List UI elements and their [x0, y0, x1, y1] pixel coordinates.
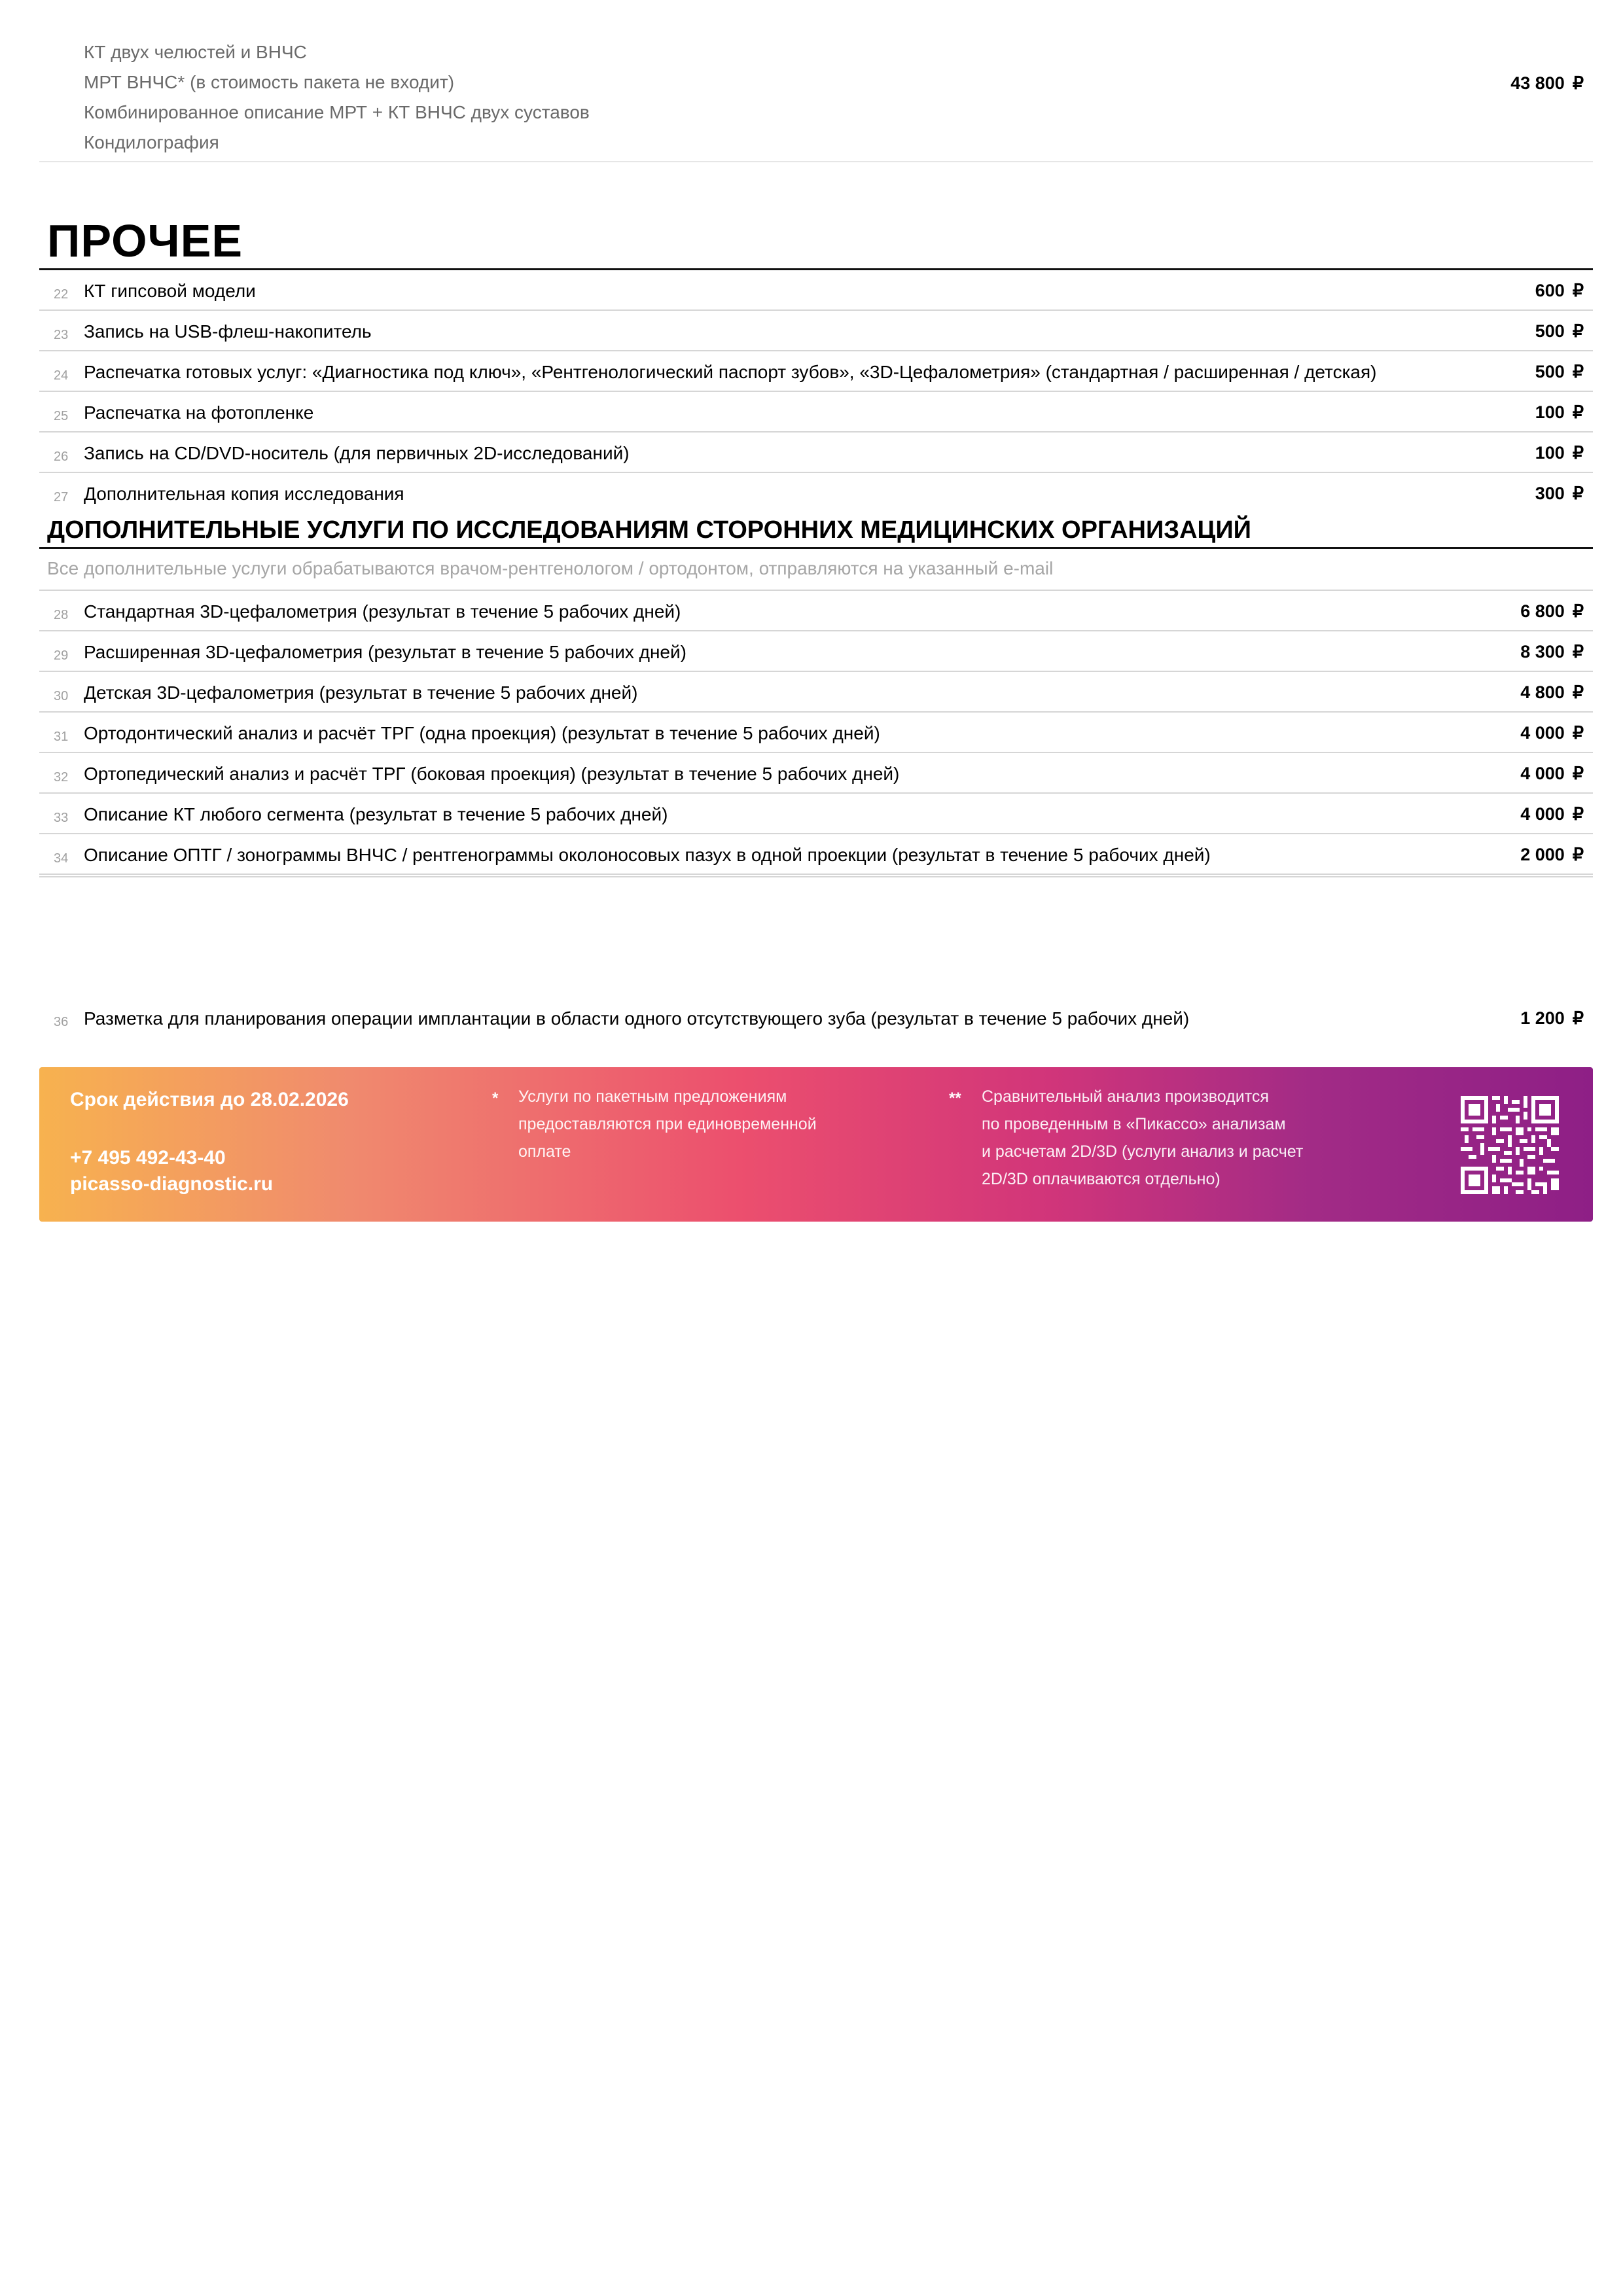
qr-code-icon[interactable] — [1461, 1096, 1559, 1194]
section-note: Все дополнительные услуги обрабатываются врачом-рентгенологом / ортодонтом, отправляются на указанный e-mail — [47, 558, 1054, 578]
service-price: 300 ₽ — [1535, 484, 1584, 503]
ruble-sign: ₽ — [1572, 73, 1584, 93]
service-name: Распечатка на фотопленке — [84, 402, 314, 423]
service-name: Расширенная 3D-цефалометрия (результат в течение 5 рабочих дней) — [84, 642, 687, 662]
ruble-sign: ₽ — [1572, 281, 1584, 300]
ruble-sign: ₽ — [1572, 804, 1584, 824]
footnote-mark: * — [492, 1089, 499, 1107]
ruble-sign: ₽ — [1572, 601, 1584, 621]
section-title-external: ДОПОЛНИТЕЛЬНЫЕ УСЛУГИ ПО ИССЛЕДОВАНИЯМ СТОРОННИХ МЕДИЦИНСКИХ ОРГАНИЗАЦИЙ — [47, 516, 1251, 544]
service-price: 500 ₽ — [1535, 321, 1584, 341]
service-name: Запись на USB-флеш-накопитель — [84, 321, 372, 342]
service-name: Детская 3D-цефалометрия (результат в течение 5 рабочих дней) — [84, 682, 638, 703]
service-price: 8 300 ₽ — [1520, 642, 1584, 662]
section-note-row — [39, 549, 1593, 591]
row-number: 26 — [54, 450, 69, 464]
service-price: 6 800 ₽ — [1520, 601, 1584, 621]
ruble-sign: ₽ — [1572, 723, 1584, 743]
service-price: 100 ₽ — [1535, 402, 1584, 422]
package-price: 43 800 ₽ — [1510, 73, 1584, 93]
table-row — [39, 351, 1593, 392]
service-name: Распечатка готовых услуг: «Диагностика под ключ», «Рентгенологический паспорт зубов», «3D-Цефалометрия» (стандартная / расширенная / детская) — [84, 362, 1377, 382]
service-price: 4 800 ₽ — [1520, 682, 1584, 702]
table-row — [39, 311, 1593, 351]
service-name: Разметка для планирования операции имплантации в области одного отсутствующего зуба (результат в течение 5 рабочих дней) — [84, 1008, 1190, 1029]
table-row — [39, 433, 1593, 473]
ruble-sign: ₽ — [1572, 682, 1584, 702]
table-row — [39, 672, 1593, 713]
row-number: 28 — [54, 608, 69, 622]
row-number: 22 — [54, 287, 69, 302]
package-item: КТ двух челюстей и ВНЧС — [84, 42, 307, 62]
ruble-sign: ₽ — [1572, 443, 1584, 463]
table-row — [39, 794, 1593, 834]
package-item: МРТ ВНЧС* (в стоимость пакета не входит) — [84, 72, 455, 92]
ruble-sign: ₽ — [1572, 845, 1584, 864]
service-name: Ортодонтический анализ и расчёт ТРГ (одна проекция) (результат в течение 5 рабочих дней) — [84, 723, 880, 743]
row-number: 25 — [54, 409, 69, 423]
service-price: 4 000 ₽ — [1520, 723, 1584, 743]
service-price: 4 000 ₽ — [1520, 764, 1584, 783]
service-price: 1 200 ₽ — [1520, 1008, 1584, 1028]
row-number: 31 — [54, 730, 69, 744]
table-row — [39, 591, 1593, 631]
row-number: 27 — [54, 490, 69, 504]
row-number: 36 — [54, 1015, 69, 1029]
phone-number[interactable]: +7 495 492-43-40 — [70, 1147, 226, 1169]
ruble-sign: ₽ — [1572, 764, 1584, 783]
service-price: 2 000 ₽ — [1520, 845, 1584, 864]
ruble-sign: ₽ — [1572, 642, 1584, 662]
table-row — [39, 753, 1593, 794]
row-number: 30 — [54, 689, 69, 703]
table-row — [39, 713, 1593, 753]
service-name: Описание КТ любого сегмента (результат в течение 5 рабочих дней) — [84, 804, 668, 824]
service-name: КТ гипсовой модели — [84, 281, 256, 301]
table-row — [39, 270, 1593, 311]
row-number: 23 — [54, 328, 69, 342]
service-price: 600 ₽ — [1535, 281, 1584, 300]
table-row — [39, 473, 1593, 512]
service-name: Описание ОПТГ / зонограммы ВНЧС / рентгенограммы околоносовых пазух в одной проекции (результат в течение 5 рабочих дней) — [84, 845, 1211, 865]
table-row — [39, 998, 1593, 1037]
website-link[interactable]: picasso-diagnostic.ru — [70, 1173, 274, 1195]
service-name: Стандартная 3D-цефалометрия (результат в течение 5 рабочих дней) — [84, 601, 681, 622]
table-row — [39, 392, 1593, 433]
service-name: Ортопедический анализ и расчёт ТРГ (боковая проекция) (результат в течение 5 рабочих дней) — [84, 764, 900, 784]
service-price: 4 000 ₽ — [1520, 804, 1584, 824]
row-number: 24 — [54, 368, 69, 383]
service-name: Запись на CD/DVD-носитель (для первичных 2D-исследований) — [84, 443, 630, 463]
footnote-mark: ** — [949, 1089, 961, 1107]
service-price: 100 ₽ — [1535, 443, 1584, 463]
ruble-sign: ₽ — [1572, 362, 1584, 381]
row-number: 33 — [54, 811, 69, 825]
ruble-sign: ₽ — [1572, 402, 1584, 422]
service-price: 500 ₽ — [1535, 362, 1584, 381]
footnote-analysis: Сравнительный анализ производится по проведенным в «Пикассо» анализам и расчетам 2D/3D (услуги анализ и расчет 2D/3D оплачиваются отдельно) — [982, 1087, 1304, 1188]
footer-banner — [39, 1067, 1593, 1222]
footnote-package: Услуги по пакетным предложениям предоставляются при единовременной оплате — [518, 1087, 817, 1161]
package-item: Комбинированное описание МРТ + КТ ВНЧС двух суставов — [84, 102, 590, 122]
row-number: 29 — [54, 648, 69, 663]
row-number: 32 — [54, 770, 69, 785]
table-row — [39, 834, 1593, 877]
ruble-sign: ₽ — [1572, 484, 1584, 503]
service-name: Дополнительная копия исследования — [84, 484, 404, 504]
package-item: Кондилография — [84, 132, 219, 152]
row-number: 34 — [54, 851, 69, 866]
table-row — [39, 631, 1593, 672]
ruble-sign: ₽ — [1572, 321, 1584, 341]
ruble-sign: ₽ — [1572, 1008, 1584, 1028]
section-title-other: ПРОЧЕЕ — [47, 215, 243, 266]
validity-date: Срок действия до 28.02.2026 — [70, 1089, 349, 1110]
package-block — [39, 34, 1593, 162]
